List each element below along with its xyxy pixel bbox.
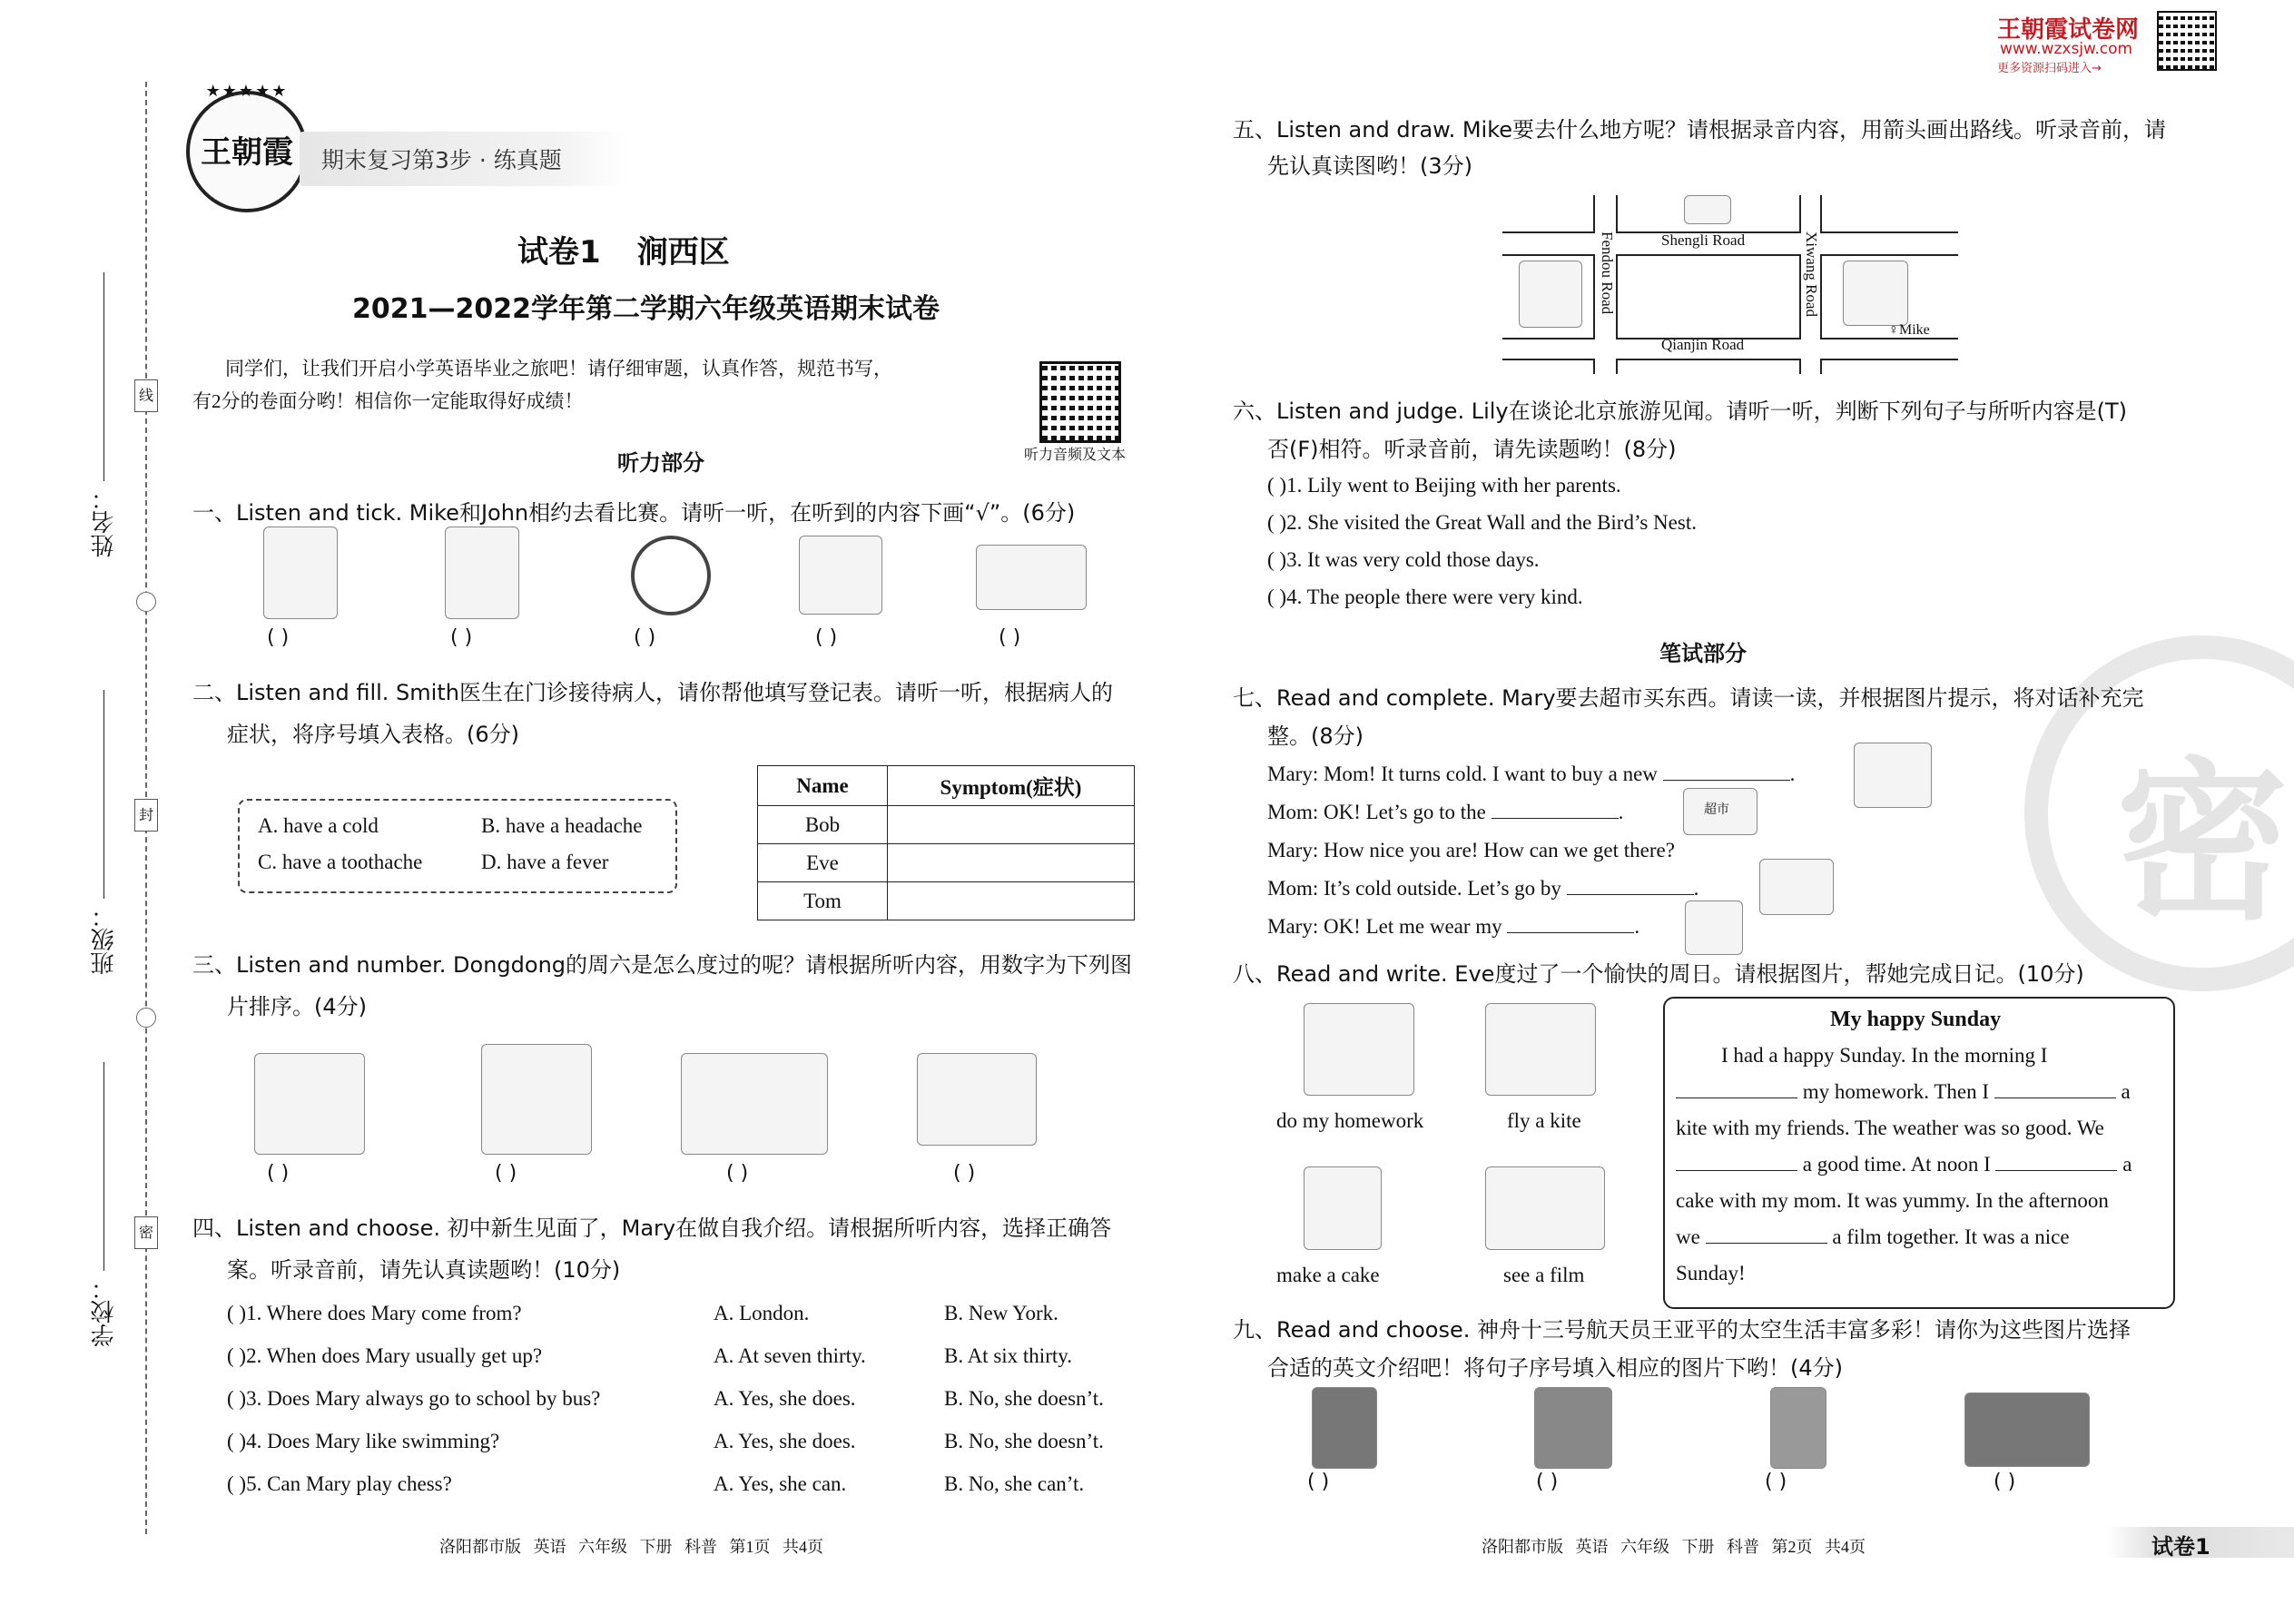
q4-item-2-b[interactable]: B. At six thirty.	[944, 1344, 1072, 1367]
brand-logo: ★★★★★ 王朝霞	[186, 91, 308, 212]
q6-title-2: 否(F)相符。听录音前，请先读题哟！(8分)	[1267, 437, 1677, 462]
q1-paren-2[interactable]: ( )	[450, 626, 473, 649]
q7-title-2: 整。(8分)	[1267, 723, 1364, 749]
map-block	[1502, 195, 1595, 233]
q1-pic-clock-icon	[631, 536, 711, 615]
name-field[interactable]	[87, 272, 123, 572]
section-writing: 笔试部分	[1659, 641, 1747, 666]
q3-title-2: 片排序。(4分)	[227, 994, 367, 1019]
q4-item-2-a[interactable]: A. At seven thirty.	[714, 1344, 866, 1367]
q6-item-4[interactable]: ( )4. The people there were very kind.	[1267, 586, 1583, 608]
q3-paren-4[interactable]: ( )	[953, 1162, 976, 1185]
q9-photo-2	[1534, 1387, 1612, 1469]
q8-caption-2: fly a kite	[1507, 1109, 1581, 1132]
q4-item-1-b[interactable]: B. New York.	[944, 1302, 1058, 1324]
q5-map[interactable]	[1502, 195, 1956, 372]
table-row-name: Eve	[758, 844, 888, 882]
q2-option-b: B. have a headache	[481, 814, 643, 837]
name-label: 姓名：	[91, 487, 118, 557]
q9-photo-4	[1964, 1393, 2090, 1467]
symptom-cell[interactable]	[888, 844, 1135, 882]
diary-line-3: kite with my friends. The weather was so good. We	[1676, 1117, 2104, 1139]
q2-symptom-table	[757, 765, 1135, 920]
q2-options-box	[238, 799, 677, 893]
diary-title: My happy Sunday	[1830, 1008, 2002, 1031]
q9-paren-3[interactable]: ( )	[1765, 1471, 1787, 1493]
q3-pic-study	[917, 1053, 1037, 1146]
map-block	[1502, 359, 1595, 374]
q7-pic-supermarket	[1683, 788, 1757, 835]
q2-title-1: 二、Listen and fill. Smith医生在门诊接待病人，请你帮他填写登记表。请听一听，根据病人的	[192, 680, 1113, 705]
q3-pic-wash-clothes	[481, 1044, 592, 1155]
q7-pic-coat	[1685, 901, 1743, 955]
q6-item-2[interactable]: ( )2. She visited the Great Wall and the Bird’s Nest.	[1267, 511, 1697, 534]
q7-line-2: Mom: OK! Let’s go to the .	[1267, 801, 1624, 823]
watermark-seal: 密	[2024, 635, 2294, 991]
q2-title-2: 症状，将序号填入表格。(6分)	[227, 722, 519, 747]
map-building-shop	[1684, 195, 1731, 224]
q4-item-1-question: ( )1. Where does Mary come from?	[227, 1302, 522, 1324]
diary-line-2: my homework. Then I a	[1676, 1080, 2131, 1104]
q8-caption-3: make a cake	[1276, 1264, 1380, 1286]
class-field[interactable]	[87, 690, 123, 989]
q1-paren-5[interactable]: ( )	[999, 626, 1021, 649]
q9-paren-4[interactable]: ( )	[1994, 1471, 2016, 1493]
diary-blank-5[interactable]	[1706, 1243, 1827, 1244]
q4-item-4-b[interactable]: B. No, she doesn’t.	[944, 1430, 1104, 1452]
binding-dot-1	[136, 592, 156, 612]
q8-title: 八、Read and write. Eve度过了一个愉快的周日。请根据图片，帮她完成日记。(10分)	[1233, 961, 2084, 987]
q7-pic-sweater	[1854, 743, 1932, 808]
q7-pic-taxi	[1759, 859, 1834, 915]
road-xiwang: Xiwang Road	[1803, 231, 1820, 317]
table-header-symptom: Symptom(症状)	[888, 766, 1135, 806]
map-person-mike: ♀Mike	[1888, 322, 1930, 338]
paper-subtitle: 2021—2022学年第二学期六年级英语期末试卷	[352, 293, 940, 325]
diary-line-4: a good time. At noon I a	[1676, 1153, 2132, 1176]
q1-pic-boy-football	[263, 527, 338, 619]
footer-right: 洛阳都市版 英语 六年级 下册 科普 第2页 共4页	[1482, 1538, 1866, 1556]
q1-pic-shop	[799, 536, 882, 615]
q7-blank-2[interactable]	[1492, 818, 1619, 819]
intro-line-2: 有2分的卷面分哟！相信你一定能取得好成绩！	[192, 390, 584, 412]
q7-blank-4[interactable]	[1507, 932, 1634, 933]
audio-qr-code[interactable]	[1039, 361, 1121, 443]
q4-item-1-a[interactable]: A. London.	[714, 1302, 810, 1324]
q7-line-3: Mary: How nice you are! How can we get there?	[1267, 839, 1675, 861]
q3-paren-1[interactable]: ( )	[267, 1162, 290, 1185]
symptom-cell[interactable]	[888, 806, 1135, 844]
school-label: 学校：	[91, 1276, 118, 1347]
q4-item-2-question: ( )2. When does Mary usually get up?	[227, 1344, 543, 1367]
person-icon: ♀	[1888, 322, 1899, 338]
map-block	[1616, 254, 1801, 340]
q4-item-4-question: ( )4. Does Mary like swimming?	[227, 1430, 500, 1452]
q8-pic-homework	[1304, 1003, 1414, 1096]
q8-caption-1: do my homework	[1276, 1109, 1424, 1132]
table-row-name: Bob	[758, 806, 888, 844]
seal-mark-3: 密	[134, 1216, 158, 1249]
q7-line-4: Mom: It’s cold outside. Let’s go by .	[1267, 877, 1699, 900]
q3-pic-play-ball	[254, 1053, 365, 1155]
step-banner: 期末复习第3步 · 练真题	[300, 132, 626, 186]
map-block	[1820, 359, 1958, 374]
q4-item-3-question: ( )3. Does Mary always go to school by bus?	[227, 1387, 601, 1410]
road-fendou: Fendou Road	[1599, 231, 1616, 315]
diary-blank-1[interactable]	[1676, 1097, 1797, 1098]
q9-title-2: 合适的英文介绍吧！将句子序号填入相应的图片下哟！(4分)	[1267, 1355, 1843, 1381]
diary-line-6: we a film together. It was a nice	[1676, 1225, 2070, 1248]
q3-title-1: 三、Listen and number. Dongdong的周六是怎么度过的呢？请根据所听内容，用数字为下列图	[192, 952, 1133, 978]
table-header-name: Name	[758, 766, 888, 806]
diary-blank-2[interactable]	[1994, 1097, 2116, 1098]
q7-line-5: Mary: OK! Let me wear my .	[1267, 915, 1640, 938]
q8-pic-kite	[1485, 1003, 1596, 1096]
map-block	[1616, 359, 1801, 374]
qr-caption: 听力音频及文本	[1024, 446, 1127, 463]
q1-pic-house	[976, 545, 1087, 610]
footer-left: 洛阳都市版 英语 六年级 下册 科普 第1页 共4页	[439, 1538, 823, 1556]
binding-dot-2	[136, 1008, 156, 1028]
q5-title-1: 五、Listen and draw. Mike要去什么地方呢？请根据录音内容，用箭头画出路线。听录音前，请	[1233, 117, 2167, 143]
brand-url[interactable]: www.wzxsjw.com	[2000, 40, 2133, 58]
diary-blank-3[interactable]	[1676, 1170, 1797, 1171]
star-icon: ★★★★★	[205, 82, 289, 101]
q8-pic-film	[1485, 1166, 1605, 1250]
q8-pic-cake	[1304, 1166, 1382, 1250]
intro-line-1: 同学们，让我们开启小学英语毕业之旅吧！请仔细审题，认真作答，规范书写，	[225, 358, 892, 379]
brand-name: 王朝霞试卷网	[1997, 16, 2140, 44]
q1-title: 一、Listen and tick. Mike和John相约去看比赛。请听一听，在听到的内容下画“√”。(6分)	[192, 500, 1076, 526]
q9-photo-1	[1312, 1387, 1377, 1469]
q2-option-a: A. have a cold	[258, 814, 379, 837]
q5-title-2: 先认真读图哟！(3分)	[1267, 153, 1472, 179]
q7-title-1: 七、Read and complete. Mary要去超市买东西。请读一读，并根据图片提示，将对话补充完	[1233, 685, 2144, 711]
road-qianjin: Qianjin Road	[1661, 336, 1745, 353]
diary-blank-4[interactable]	[1995, 1170, 2117, 1171]
q1-paren-3[interactable]: ( )	[634, 626, 656, 649]
diary-line-7: Sunday!	[1676, 1262, 1746, 1284]
q3-pic-watch-tv	[681, 1053, 828, 1155]
q6-item-3[interactable]: ( )3. It was very cold those days.	[1267, 548, 1540, 571]
q1-paren-4[interactable]: ( )	[815, 626, 838, 649]
road-shengli: Shengli Road	[1661, 231, 1746, 249]
section-listening: 听力部分	[617, 450, 704, 476]
q9-title-1: 九、Read and choose. 神舟十三号航天员王亚平的太空生活丰富多彩！请你为这些图片选择	[1233, 1317, 2132, 1343]
map-building-house	[1843, 261, 1908, 326]
q3-paren-2[interactable]: ( )	[495, 1162, 517, 1185]
q4-item-3-b[interactable]: B. No, she doesn’t.	[944, 1387, 1104, 1410]
diary-line-1: I had a happy Sunday. In the morning I	[1721, 1044, 2048, 1067]
class-label: 班级：	[91, 904, 118, 975]
school-field[interactable]	[87, 1062, 123, 1362]
symptom-cell[interactable]	[888, 882, 1135, 920]
q6-item-1[interactable]: ( )1. Lily went to Beijing with her parents.	[1267, 474, 1621, 497]
diary-line-5: cake with my mom. It was yummy. In the afternoon	[1676, 1189, 2109, 1212]
q4-title-1: 四、Listen and choose. 初中新生见面了，Mary在做自我介绍。请根据所听内容，选择正确答	[192, 1216, 1112, 1241]
brand-hint: 更多资源扫码进入→	[1997, 62, 2102, 75]
q6-title-1: 六、Listen and judge. Lily在谈论北京旅游见闻。请听一听，判断下列句子与所听内容是(T)	[1233, 399, 2128, 424]
q7-blank-1[interactable]	[1663, 780, 1790, 781]
q2-option-d: D. have a fever	[481, 851, 609, 873]
seal-mark-1: 线	[134, 379, 158, 412]
site-qr-code[interactable]	[2157, 11, 2217, 71]
paper-tag: 试卷1	[2106, 1527, 2294, 1558]
q7-blank-3[interactable]	[1567, 894, 1694, 895]
q1-pic-boy-basketball	[445, 527, 519, 619]
q4-item-4-a[interactable]: A. Yes, she does.	[714, 1430, 856, 1452]
q8-caption-4: see a film	[1503, 1264, 1585, 1286]
q4-item-5-a[interactable]: A. Yes, she can.	[714, 1472, 847, 1495]
paper-title: 试卷1 涧西区	[517, 234, 730, 271]
q4-item-5-b[interactable]: B. No, she can’t.	[944, 1472, 1085, 1495]
seal-mark-2: 封	[134, 799, 158, 832]
q9-paren-1[interactable]: ( )	[1307, 1471, 1330, 1493]
q3-paren-3[interactable]: ( )	[726, 1162, 749, 1185]
q2-option-c: C. have a toothache	[258, 851, 423, 873]
table-row-name: Tom	[758, 882, 888, 920]
map-building-bank	[1519, 261, 1582, 328]
q7-line-1: Mary: Mom! It turns cold. I want to buy a new .	[1267, 763, 1796, 785]
q4-item-3-a[interactable]: A. Yes, she does.	[714, 1387, 856, 1410]
shop-sign: 超市	[1704, 802, 1729, 817]
q9-paren-2[interactable]: ( )	[1536, 1471, 1559, 1493]
q1-paren-1[interactable]: ( )	[267, 626, 290, 649]
q4-item-5-question: ( )5. Can Mary play chess?	[227, 1472, 452, 1495]
q9-photo-3	[1770, 1387, 1826, 1469]
q4-title-2: 案。听录音前，请先认真读题哟！(10分)	[227, 1257, 621, 1283]
map-block	[1820, 195, 1958, 233]
